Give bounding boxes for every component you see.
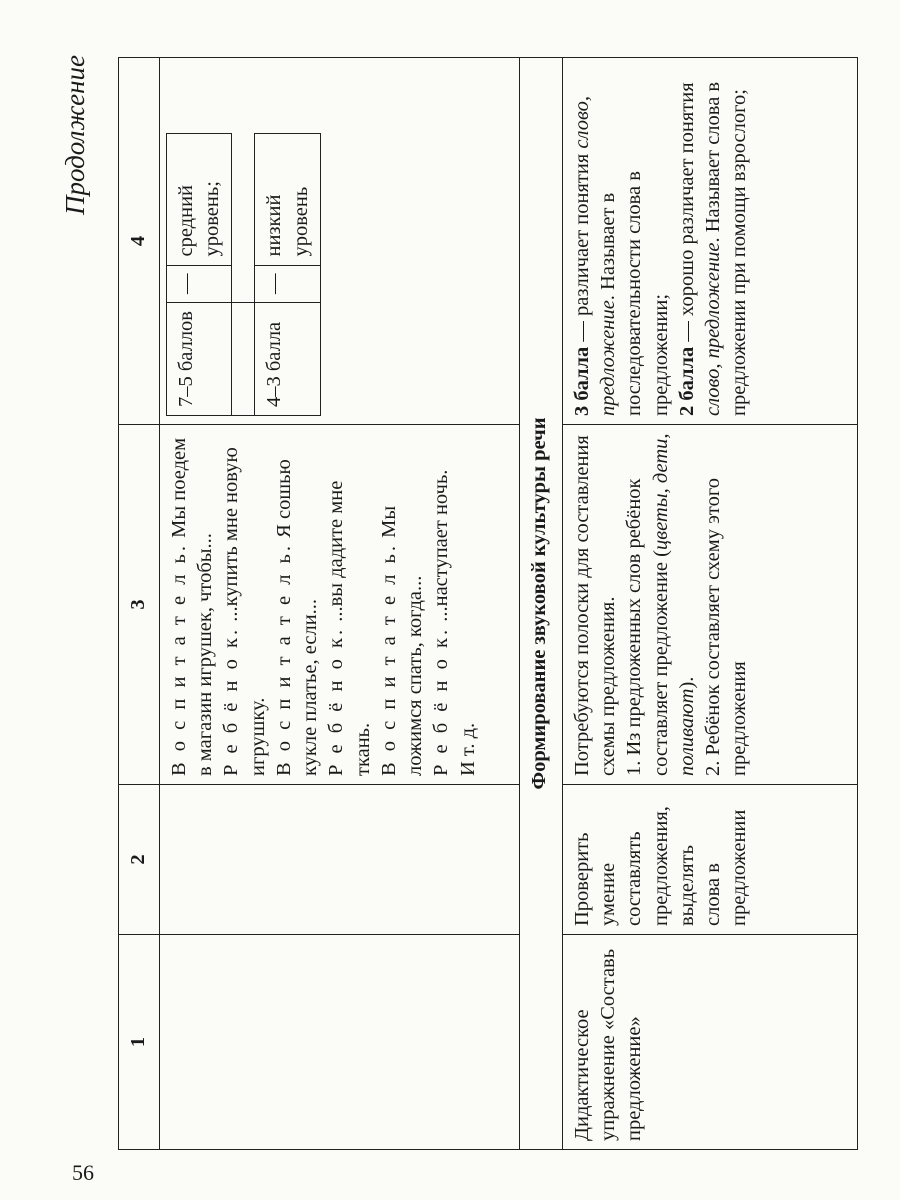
- row1-col1: [160, 935, 520, 1150]
- section-row: [520, 58, 563, 1150]
- header-row: [119, 58, 160, 1150]
- table-row: [160, 58, 520, 1150]
- header-col-1: 1: [119, 935, 160, 1150]
- exercise-name: Дидактическое упражнение «Составь предложение»: [563, 935, 858, 1150]
- exercise-scoring: 3 балла — различает понятия слово, предложение. Называет в последовательности слова в предложении; 2 балла — хорошо различает понятия слово, предложение. Называет слова в предложении при помощи взрослого;: [563, 58, 858, 425]
- row1-col2: [160, 785, 520, 935]
- score-levels: [166, 133, 321, 416]
- header-col-3: 3: [119, 425, 160, 785]
- score-level: 7–5 баллов — средний уровень;: [167, 133, 232, 415]
- assessment-table: [118, 57, 858, 1150]
- dialogue-line: В о с п и т а т е л ь. Я сошью кукле платье, если...: [272, 459, 322, 776]
- dialogue-line: Р е б ё н о к. ...наступает ночь.: [430, 469, 453, 776]
- exercise-goal: Проверить умение составлять предложения, выделять слова в предложении: [563, 785, 858, 935]
- row1-scores: [160, 58, 520, 425]
- header-col-4: 4: [119, 58, 160, 425]
- dialogue-line: Р е б ё н о к. ...купить мне новую игрушку.: [220, 447, 269, 776]
- table-row: [563, 58, 858, 1150]
- score-level: 4–3 балла — низкий уровень: [255, 133, 320, 415]
- continuation-label: Продолжение: [60, 54, 90, 215]
- dialogue-line: И т. д.: [456, 722, 479, 776]
- dialogue-line: Р е б ё н о к. ...вы дадите мне ткань.: [325, 480, 374, 776]
- page-number: 56: [72, 1160, 94, 1185]
- dialogue-line: В о с п и т а т е л ь. Мы ложимся спать, когда...: [377, 505, 427, 776]
- section-title: Формирование звуковой культуры речи: [520, 58, 563, 1150]
- rotated-table-frame: [60, 50, 858, 1150]
- exercise-procedure: Потребуются полоски для составления схемы предложения. 1. Из предложенных слов ребёнок составляет предложение (цветы, дети, поливают). 2. Ребёнок составляет схему этого предложения: [563, 425, 858, 785]
- dialogue-line: В о с п и т а т е л ь. Мы поедем в магазин игрушек, чтобы...: [168, 437, 217, 776]
- header-col-2: 2: [119, 785, 160, 935]
- row1-dialogue: [160, 425, 520, 785]
